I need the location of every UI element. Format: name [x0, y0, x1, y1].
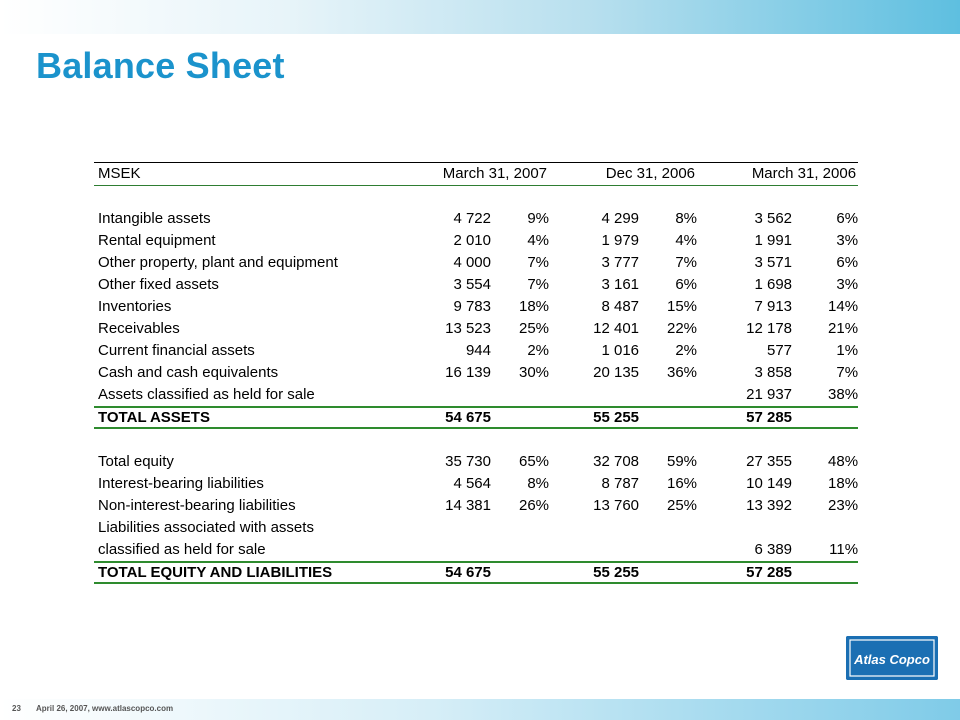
empty-cell	[94, 428, 858, 451]
row-label: Liabilities associated with assets	[98, 519, 314, 536]
header-cell-dec-2006: Dec 31, 2006	[549, 163, 697, 186]
value-dec-2006: 3 777	[601, 254, 640, 271]
share-dec-2006	[639, 517, 697, 539]
value-march-2007: 9 783	[453, 298, 491, 315]
logo-wordmark: Atlas Copco	[854, 652, 930, 667]
share-dec-2006: 16%	[667, 475, 698, 492]
table-header-row	[94, 163, 858, 186]
share-march-2006: 1%	[836, 342, 859, 359]
empty-cell	[792, 562, 858, 583]
value-dec-2006: 13 760	[593, 497, 640, 514]
row-label: TOTAL EQUITY AND LIABILITIES	[94, 562, 426, 583]
value-march-2007: 14 381	[445, 497, 491, 514]
share-march-2007: 26%	[518, 497, 550, 514]
share-dec-2006	[639, 384, 697, 407]
liability-row	[94, 451, 858, 473]
value-dec-2006	[549, 539, 639, 562]
empty-cell	[639, 562, 697, 583]
empty-cell	[491, 407, 549, 428]
liability-row	[94, 517, 858, 539]
share-march-2007: 2%	[527, 342, 550, 359]
value-dec-2006: 20 135	[593, 364, 640, 381]
share-march-2006: 3%	[836, 232, 859, 249]
asset-row	[94, 274, 858, 296]
asset-row	[94, 230, 858, 252]
header-cell-march-2006: March 31, 2006	[697, 163, 858, 186]
share-march-2007: 8%	[527, 475, 550, 492]
liability-row	[94, 473, 858, 495]
share-march-2007: 9%	[527, 210, 550, 227]
value-march-2006: 57 285	[697, 562, 792, 583]
value-march-2007: 13 523	[445, 320, 491, 337]
value-dec-2006: 8 487	[601, 298, 640, 315]
liability-row	[94, 539, 858, 562]
share-march-2007	[491, 517, 549, 539]
asset-row	[94, 340, 858, 362]
share-march-2006: 14%	[828, 298, 859, 315]
total-assets-row	[94, 407, 858, 428]
share-march-2007	[491, 539, 549, 562]
header-cell-march-2007: March 31, 2007	[426, 163, 549, 186]
value-march-2007: 944	[465, 342, 491, 359]
row-label: Cash and cash equivalents	[98, 364, 279, 381]
share-march-2006: 11%	[829, 541, 859, 558]
row-label: Total equity	[98, 453, 174, 470]
share-march-2006: 48%	[828, 453, 859, 470]
value-dec-2006: 55 255	[549, 562, 639, 583]
value-march-2006: 3 562	[754, 210, 793, 227]
row-label: TOTAL ASSETS	[94, 407, 426, 428]
share-march-2006: 23%	[828, 497, 859, 514]
share-dec-2006: 2%	[675, 342, 698, 359]
share-march-2006	[792, 517, 858, 539]
value-march-2007	[426, 539, 491, 562]
share-dec-2006: 59%	[667, 453, 698, 470]
header-cell-msek: MSEK	[94, 163, 426, 186]
value-march-2006: 577	[767, 342, 793, 359]
value-dec-2006	[549, 384, 639, 407]
value-dec-2006: 8 787	[601, 475, 640, 492]
share-march-2007: 7%	[527, 254, 550, 271]
share-march-2006: 3%	[836, 276, 859, 293]
share-dec-2006: 6%	[675, 276, 698, 293]
row-label: Interest-bearing liabilities	[98, 475, 264, 492]
slide-title: Balance Sheet	[36, 45, 285, 86]
value-march-2006: 10 149	[746, 475, 793, 492]
value-march-2007: 4 722	[453, 210, 491, 227]
share-dec-2006: 8%	[675, 210, 698, 227]
share-dec-2006: 4%	[675, 232, 698, 249]
value-march-2006: 1 698	[754, 276, 793, 293]
share-march-2006: 21%	[828, 320, 859, 337]
value-march-2007: 3 554	[453, 276, 491, 293]
share-march-2006: 6%	[836, 210, 859, 227]
value-dec-2006: 1 979	[601, 232, 640, 249]
row-label: Receivables	[98, 320, 180, 337]
value-dec-2006: 32 708	[593, 453, 640, 470]
share-dec-2006: 25%	[667, 497, 698, 514]
asset-row	[94, 362, 858, 384]
empty-cell	[491, 562, 549, 583]
value-march-2006: 13 392	[746, 497, 793, 514]
value-march-2007	[426, 384, 491, 407]
row-label: Current financial assets	[98, 342, 255, 359]
value-march-2006: 1 991	[754, 232, 793, 249]
value-dec-2006: 3 161	[601, 276, 640, 293]
value-march-2006: 6 389	[754, 541, 793, 558]
value-march-2006	[697, 517, 792, 539]
share-march-2007: 18%	[518, 298, 550, 315]
value-march-2007: 35 730	[445, 453, 491, 470]
atlas-copco-logo	[846, 636, 938, 680]
row-label: Inventories	[98, 298, 172, 315]
row-label: Other fixed assets	[98, 276, 219, 293]
share-dec-2006	[639, 539, 697, 562]
row-label: Other property, plant and equipment	[98, 254, 338, 271]
row-label: Intangible assets	[98, 210, 211, 227]
header-gradient-band	[0, 0, 960, 34]
value-march-2007	[426, 517, 491, 539]
asset-row	[94, 384, 858, 407]
total-equity-liabilities-row	[94, 562, 858, 583]
share-march-2007: 7%	[527, 276, 550, 293]
value-march-2006: 27 355	[746, 453, 793, 470]
row-label: Assets classified as held for sale	[98, 386, 315, 403]
balance-sheet-table-container	[94, 162, 858, 584]
value-march-2007: 4 000	[453, 254, 491, 271]
share-march-2007: 30%	[518, 364, 550, 381]
value-march-2006: 57 285	[697, 407, 792, 428]
share-march-2006: 18%	[828, 475, 859, 492]
share-march-2006: 6%	[836, 254, 859, 271]
share-march-2006: 7%	[836, 364, 859, 381]
value-dec-2006: 1 016	[601, 342, 640, 359]
share-march-2007	[491, 384, 549, 407]
value-march-2006: 12 178	[746, 320, 793, 337]
value-march-2007: 2 010	[453, 232, 491, 249]
share-dec-2006: 15%	[667, 298, 698, 315]
value-dec-2006	[549, 517, 639, 539]
footer-date-url: April 26, 2007, www.atlascopco.com	[36, 704, 174, 713]
value-march-2007: 54 675	[426, 407, 491, 428]
asset-row	[94, 208, 858, 230]
page-number: 23	[12, 704, 21, 713]
row-label: Non-interest-bearing liabilities	[98, 497, 296, 514]
spacer-row	[94, 186, 858, 209]
value-march-2006: 21 937	[746, 386, 793, 403]
row-label: classified as held for sale	[98, 541, 266, 558]
value-dec-2006: 55 255	[549, 407, 639, 428]
share-march-2007: 65%	[518, 453, 550, 470]
share-dec-2006: 36%	[667, 364, 698, 381]
value-march-2007: 16 139	[445, 364, 491, 381]
share-dec-2006: 22%	[667, 320, 698, 337]
share-march-2006: 38%	[828, 386, 859, 403]
row-label: Rental equipment	[98, 232, 216, 249]
share-march-2007: 25%	[518, 320, 550, 337]
asset-row	[94, 252, 858, 274]
liability-row	[94, 495, 858, 517]
balance-sheet-table	[94, 162, 858, 584]
empty-cell	[639, 407, 697, 428]
value-dec-2006: 12 401	[593, 320, 640, 337]
asset-row	[94, 318, 858, 340]
value-march-2007: 54 675	[426, 562, 491, 583]
value-march-2006: 3 571	[754, 254, 793, 271]
spacer-row	[94, 428, 858, 451]
value-march-2006: 7 913	[754, 298, 793, 315]
share-march-2007: 4%	[527, 232, 550, 249]
value-dec-2006: 4 299	[601, 210, 640, 227]
empty-cell	[792, 407, 858, 428]
asset-row	[94, 296, 858, 318]
value-march-2006: 3 858	[754, 364, 793, 381]
share-dec-2006: 7%	[675, 254, 698, 271]
value-march-2007: 4 564	[453, 475, 491, 492]
